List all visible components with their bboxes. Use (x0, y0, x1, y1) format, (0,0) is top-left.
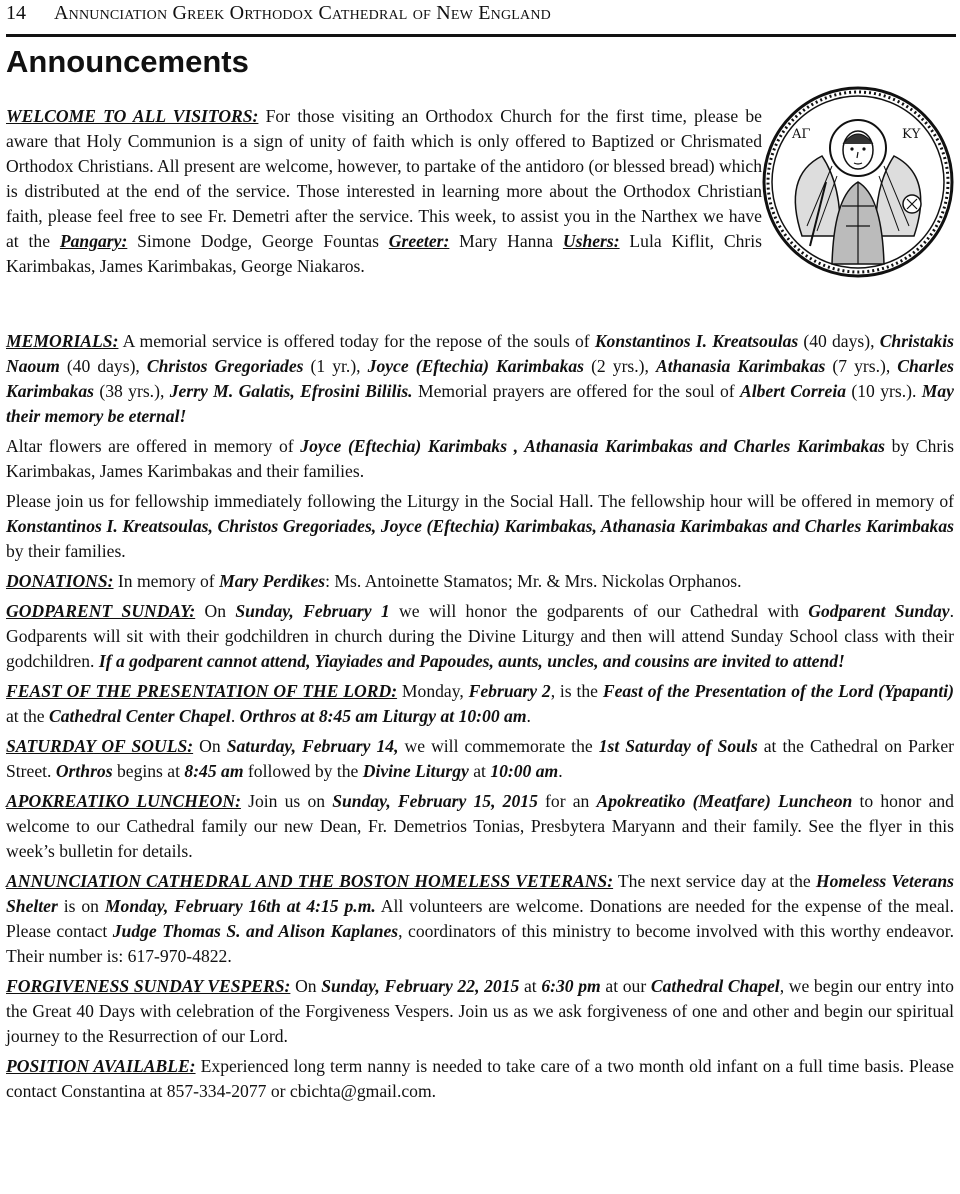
pangary-label: Pangary: (59, 231, 128, 251)
ushers-label: Ushers: (562, 231, 620, 251)
welcome-label: WELCOME TO ALL VISITORS: (6, 106, 259, 126)
donations-paragraph: DONATIONS: In memory of Mary Perdikes: Ms. Antoinette Stamatos; Mr. & Mrs. Nickolas Orphanos. (6, 571, 742, 591)
altar-flowers-paragraph: Altar flowers are offered in memory of Joyce (Eftechia) Karimbaks , Athanasia Karimbakas and Charles Karimbakas by Chris Karimbakas, James Karimbakas and their families. (6, 436, 954, 481)
page-title: Announcements (6, 44, 249, 79)
memorials-paragraph: MEMORIALS: A memorial service is offered today for the repose of the souls of Konstantinos I. Kreatsoulas (40 days), Christakis Naoum (40 days), Christos Gregoriades (1 yr.), Joyce (Eftechia) Karimbakas (2 yrs.), Athanasia Karimbakas (7 yrs.), Charles Karimbakas (38 yrs.), Jerry M. Galatis, Efrosini Bililis. Memorial prayers are offered for the soul of Albert Correia (10 yrs.). May their memory be eternal! (6, 331, 955, 426)
header-rule (6, 34, 956, 37)
welcome-paragraph: WELCOME TO ALL VISITORS: For those visiting an Orthodox Church for the first time, please be aware that Holy Communion is a sign of unity of faith which is only offered to Baptized or Chrismated Orthodox Christians. All present are welcome, however, to partake of the antidoro (or blessed bread) which is distributed at the end of the service. Those interested in learning more about the Orthodox Christian faith, please feel free to see Fr. Demetri after the service. This week, to assist you in the Narthex we have at the Pangary: Simone Dodge, George Fountas Greeter: Mary Hanna Ushers: Lula Kiflit, Chris Karimbakas, James Karimbakas, George Niakaros. (6, 106, 762, 276)
icon-inscription-right: ΚΥ (902, 127, 921, 142)
saturday-of-souls-paragraph: SATURDAY OF SOULS: On Saturday, February 14, we will commemorate the 1st Saturday of Souls at the Cathedral on Parker Street. Orthros begins at 8:45 am followed by the Divine Liturgy at 10:00 am. (6, 736, 954, 781)
feast-paragraph: FEAST OF THE PRESENTATION OF THE LORD: Monday, February 2, is the Feast of the Presentation of the Lord (Ypapanti) at the Cathedral Center Chapel. Orthros at 8:45 am Liturgy at 10:00 am. (6, 681, 954, 726)
page-header (6, 0, 956, 32)
fellowship-paragraph: Please join us for fellowship immediately following the Liturgy in the Social Hall. The fellowship hour will be offered in memory of Konstantinos I. Kreatsoulas, Christos Gregoriades, Joyce (Eftechia) Karimbakas, Athanasia Karimbakas and Charles Karimbakas by their families. (6, 491, 954, 561)
welcome-section (6, 104, 762, 284)
forgiveness-vespers-paragraph: FORGIVENESS SUNDAY VESPERS: On Sunday, February 22, 2015 at 6:30 pm at our Cathedral Chapel, we begin our entry into the Great 40 Days with celebration of the Forgiveness Vespers. Join us as we ask forgiveness of one and other and begin our spiritual journey to the Resurrection of our Lord. (6, 976, 954, 1046)
apokreatiko-paragraph: APOKREATIKO LUNCHEON: Join us on Sunday, February 15, 2015 for an Apokreatiko (Meatfare) Luncheon to honor and welcome to our Cathedral family our new Dean, Fr. Demetrios Tonias, Presbytera Maryann and their family. See the flyer in this week’s bulletin for details. (6, 791, 954, 861)
godparent-paragraph: GODPARENT SUNDAY: On Sunday, February 1 we will honor the godparents of our Cathedral with Godparent Sunday. Godparents will sit with their godchildren in church during the Divine Liturgy and then will attend Sunday School class with their godchildren. If a godparent cannot attend, Yiayiades and Papoudes, aunts, uncles, and cousins are invited to attend! (6, 601, 954, 671)
icon-inscription-left: ΑΓ (792, 127, 811, 142)
position-available-paragraph: POSITION AVAILABLE: Experienced long term nanny is needed to take care of a two month old infant on a full time basis. Please contact Constantina at 857-334-2077 or cbichta@gmail.com. (6, 1056, 954, 1101)
greeter-label: Greeter: (388, 231, 450, 251)
page-number: 14 (6, 2, 26, 24)
homeless-veterans-paragraph: ANNUNCIATION CATHEDRAL AND THE BOSTON HOMELESS VETERANS: The next service day at the Homeless Veterans Shelter is on Monday, February 16th at 4:15 p.m. All volunteers are welcome. Donations are needed for the expense of the meal. Please contact Judge Thomas S. and Alison Kaplanes, coordinators of this ministry to become involved with this worthy endeavor. Their number is: 617-970-4822. (6, 871, 955, 966)
publication-title: Annunciation Greek Orthodox Cathedral of New England (54, 2, 551, 24)
announcements-body (6, 329, 954, 1109)
archangel-icon (762, 86, 954, 278)
